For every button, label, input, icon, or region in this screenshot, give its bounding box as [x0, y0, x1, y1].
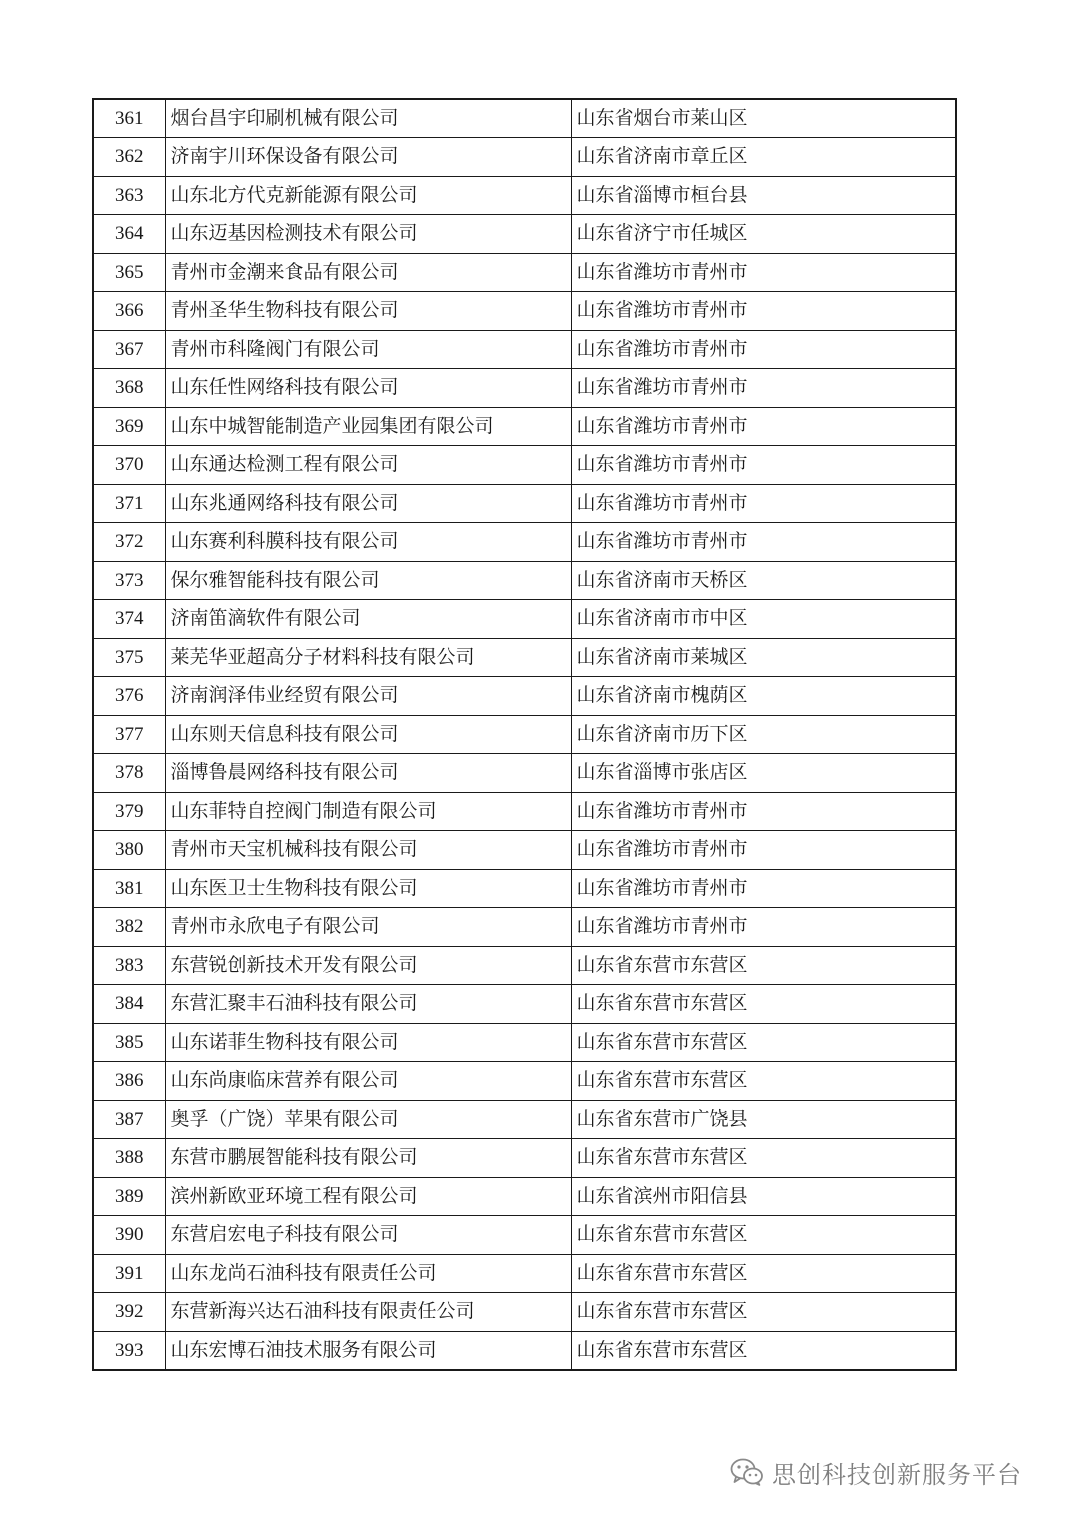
company-name: 山东龙尚石油科技有限责任公司 [165, 1254, 571, 1293]
row-number: 387 [93, 1100, 165, 1139]
company-location: 山东省济南市历下区 [571, 715, 956, 754]
table-row [93, 292, 956, 331]
company-location: 山东省济宁市任城区 [571, 215, 956, 254]
row-number: 365 [93, 253, 165, 292]
company-name: 山东任性网络科技有限公司 [165, 369, 571, 408]
company-name: 山东迈基因检测技术有限公司 [165, 215, 571, 254]
company-location: 山东省潍坊市青州市 [571, 908, 956, 947]
table-row [93, 1100, 956, 1139]
row-number: 384 [93, 985, 165, 1024]
company-location: 山东省潍坊市青州市 [571, 831, 956, 870]
company-location: 山东省潍坊市青州市 [571, 407, 956, 446]
company-location: 山东省济南市市中区 [571, 600, 956, 639]
company-name: 青州市天宝机械科技有限公司 [165, 831, 571, 870]
company-location: 山东省东营市东营区 [571, 1331, 956, 1370]
table-row [93, 1254, 956, 1293]
row-number: 393 [93, 1331, 165, 1370]
row-number: 362 [93, 138, 165, 177]
table-row [93, 1062, 956, 1101]
table-row [93, 985, 956, 1024]
row-number: 368 [93, 369, 165, 408]
wechat-icon [730, 1458, 764, 1486]
row-number: 380 [93, 831, 165, 870]
row-number: 382 [93, 908, 165, 947]
company-name: 烟台昌宇印刷机械有限公司 [165, 99, 571, 138]
company-location: 山东省潍坊市青州市 [571, 330, 956, 369]
row-number: 374 [93, 600, 165, 639]
row-number: 361 [93, 99, 165, 138]
row-number: 381 [93, 869, 165, 908]
row-number: 369 [93, 407, 165, 446]
table-row [93, 831, 956, 870]
company-location: 山东省东营市东营区 [571, 1293, 956, 1332]
company-location: 山东省潍坊市青州市 [571, 446, 956, 485]
company-location: 山东省淄博市张店区 [571, 754, 956, 793]
table-row [93, 869, 956, 908]
company-name: 山东北方代克新能源有限公司 [165, 176, 571, 215]
company-name: 山东尚康临床营养有限公司 [165, 1062, 571, 1101]
table-row [93, 1216, 956, 1255]
company-name: 东营汇聚丰石油科技有限公司 [165, 985, 571, 1024]
company-location: 山东省潍坊市青州市 [571, 792, 956, 831]
company-name: 东营市鹏展智能科技有限公司 [165, 1139, 571, 1178]
company-location: 山东省烟台市莱山区 [571, 99, 956, 138]
table-row [93, 946, 956, 985]
row-number: 364 [93, 215, 165, 254]
company-name: 东营新海兴达石油科技有限责任公司 [165, 1293, 571, 1332]
company-name: 山东通达检测工程有限公司 [165, 446, 571, 485]
table-row [93, 1331, 956, 1370]
company-name: 奥孚（广饶）苹果有限公司 [165, 1100, 571, 1139]
table-row [93, 330, 956, 369]
company-name: 青州市永欣电子有限公司 [165, 908, 571, 947]
table-row [93, 407, 956, 446]
company-name: 淄博鲁晨网络科技有限公司 [165, 754, 571, 793]
table-row [93, 908, 956, 947]
row-number: 367 [93, 330, 165, 369]
row-number: 372 [93, 523, 165, 562]
row-number: 375 [93, 638, 165, 677]
table-row [93, 215, 956, 254]
row-number: 388 [93, 1139, 165, 1178]
table-row [93, 561, 956, 600]
company-location: 山东省东营市东营区 [571, 985, 956, 1024]
row-number: 378 [93, 754, 165, 793]
watermark [730, 1455, 1022, 1489]
company-name: 东营启宏电子科技有限公司 [165, 1216, 571, 1255]
company-name: 山东兆通网络科技有限公司 [165, 484, 571, 523]
company-location: 山东省东营市东营区 [571, 1254, 956, 1293]
table-row [93, 1293, 956, 1332]
company-location: 山东省潍坊市青州市 [571, 484, 956, 523]
company-name: 济南润泽伟业经贸有限公司 [165, 677, 571, 716]
company-name: 青州市科隆阀门有限公司 [165, 330, 571, 369]
company-name: 山东中城智能制造产业园集团有限公司 [165, 407, 571, 446]
company-name: 青州市金潮来食品有限公司 [165, 253, 571, 292]
table-row [93, 638, 956, 677]
company-location: 山东省淄博市桓台县 [571, 176, 956, 215]
row-number: 376 [93, 677, 165, 716]
company-name: 山东赛利科膜科技有限公司 [165, 523, 571, 562]
company-name: 滨州新欧亚环境工程有限公司 [165, 1177, 571, 1216]
table-row [93, 715, 956, 754]
table-row [93, 792, 956, 831]
company-name: 山东菲特自控阀门制造有限公司 [165, 792, 571, 831]
company-location: 山东省东营市东营区 [571, 1216, 956, 1255]
table-row [93, 99, 956, 138]
table-row [93, 754, 956, 793]
row-number: 370 [93, 446, 165, 485]
row-number: 366 [93, 292, 165, 331]
company-location: 山东省潍坊市青州市 [571, 369, 956, 408]
company-name: 济南宇川环保设备有限公司 [165, 138, 571, 177]
row-number: 373 [93, 561, 165, 600]
company-location: 山东省潍坊市青州市 [571, 253, 956, 292]
table-row [93, 1023, 956, 1062]
company-name: 莱芜华亚超高分子材料科技有限公司 [165, 638, 571, 677]
table-row [93, 523, 956, 562]
company-name: 东营锐创新技术开发有限公司 [165, 946, 571, 985]
table-row [93, 253, 956, 292]
company-location: 山东省济南市槐荫区 [571, 677, 956, 716]
company-location: 山东省东营市东营区 [571, 1062, 956, 1101]
row-number: 389 [93, 1177, 165, 1216]
company-location: 山东省东营市东营区 [571, 1139, 956, 1178]
table-row [93, 369, 956, 408]
watermark-text: 思创科技创新服务平台 [772, 1460, 1022, 1489]
company-location: 山东省济南市天桥区 [571, 561, 956, 600]
table-row [93, 176, 956, 215]
company-location: 山东省东营市东营区 [571, 1023, 956, 1062]
table-row [93, 138, 956, 177]
company-name: 山东则天信息科技有限公司 [165, 715, 571, 754]
row-number: 363 [93, 176, 165, 215]
company-location: 山东省滨州市阳信县 [571, 1177, 956, 1216]
company-name: 青州圣华生物科技有限公司 [165, 292, 571, 331]
company-location: 山东省济南市章丘区 [571, 138, 956, 177]
company-location: 山东省济南市莱城区 [571, 638, 956, 677]
table-row [93, 1177, 956, 1216]
company-list-table [92, 98, 957, 1371]
row-number: 386 [93, 1062, 165, 1101]
table-row [93, 446, 956, 485]
table-row [93, 677, 956, 716]
row-number: 383 [93, 946, 165, 985]
company-name: 济南笛滴软件有限公司 [165, 600, 571, 639]
table-body [93, 99, 956, 1370]
company-location: 山东省潍坊市青州市 [571, 869, 956, 908]
row-number: 385 [93, 1023, 165, 1062]
company-location: 山东省潍坊市青州市 [571, 523, 956, 562]
table-row [93, 484, 956, 523]
row-number: 371 [93, 484, 165, 523]
company-name: 山东宏博石油技术服务有限公司 [165, 1331, 571, 1370]
row-number: 377 [93, 715, 165, 754]
table-row [93, 600, 956, 639]
company-location: 山东省东营市东营区 [571, 946, 956, 985]
row-number: 379 [93, 792, 165, 831]
row-number: 391 [93, 1254, 165, 1293]
company-location: 山东省东营市广饶县 [571, 1100, 956, 1139]
table-row [93, 1139, 956, 1178]
row-number: 390 [93, 1216, 165, 1255]
company-name: 保尔雅智能科技有限公司 [165, 561, 571, 600]
company-location: 山东省潍坊市青州市 [571, 292, 956, 331]
company-name: 山东诺菲生物科技有限公司 [165, 1023, 571, 1062]
company-name: 山东医卫士生物科技有限公司 [165, 869, 571, 908]
row-number: 392 [93, 1293, 165, 1332]
